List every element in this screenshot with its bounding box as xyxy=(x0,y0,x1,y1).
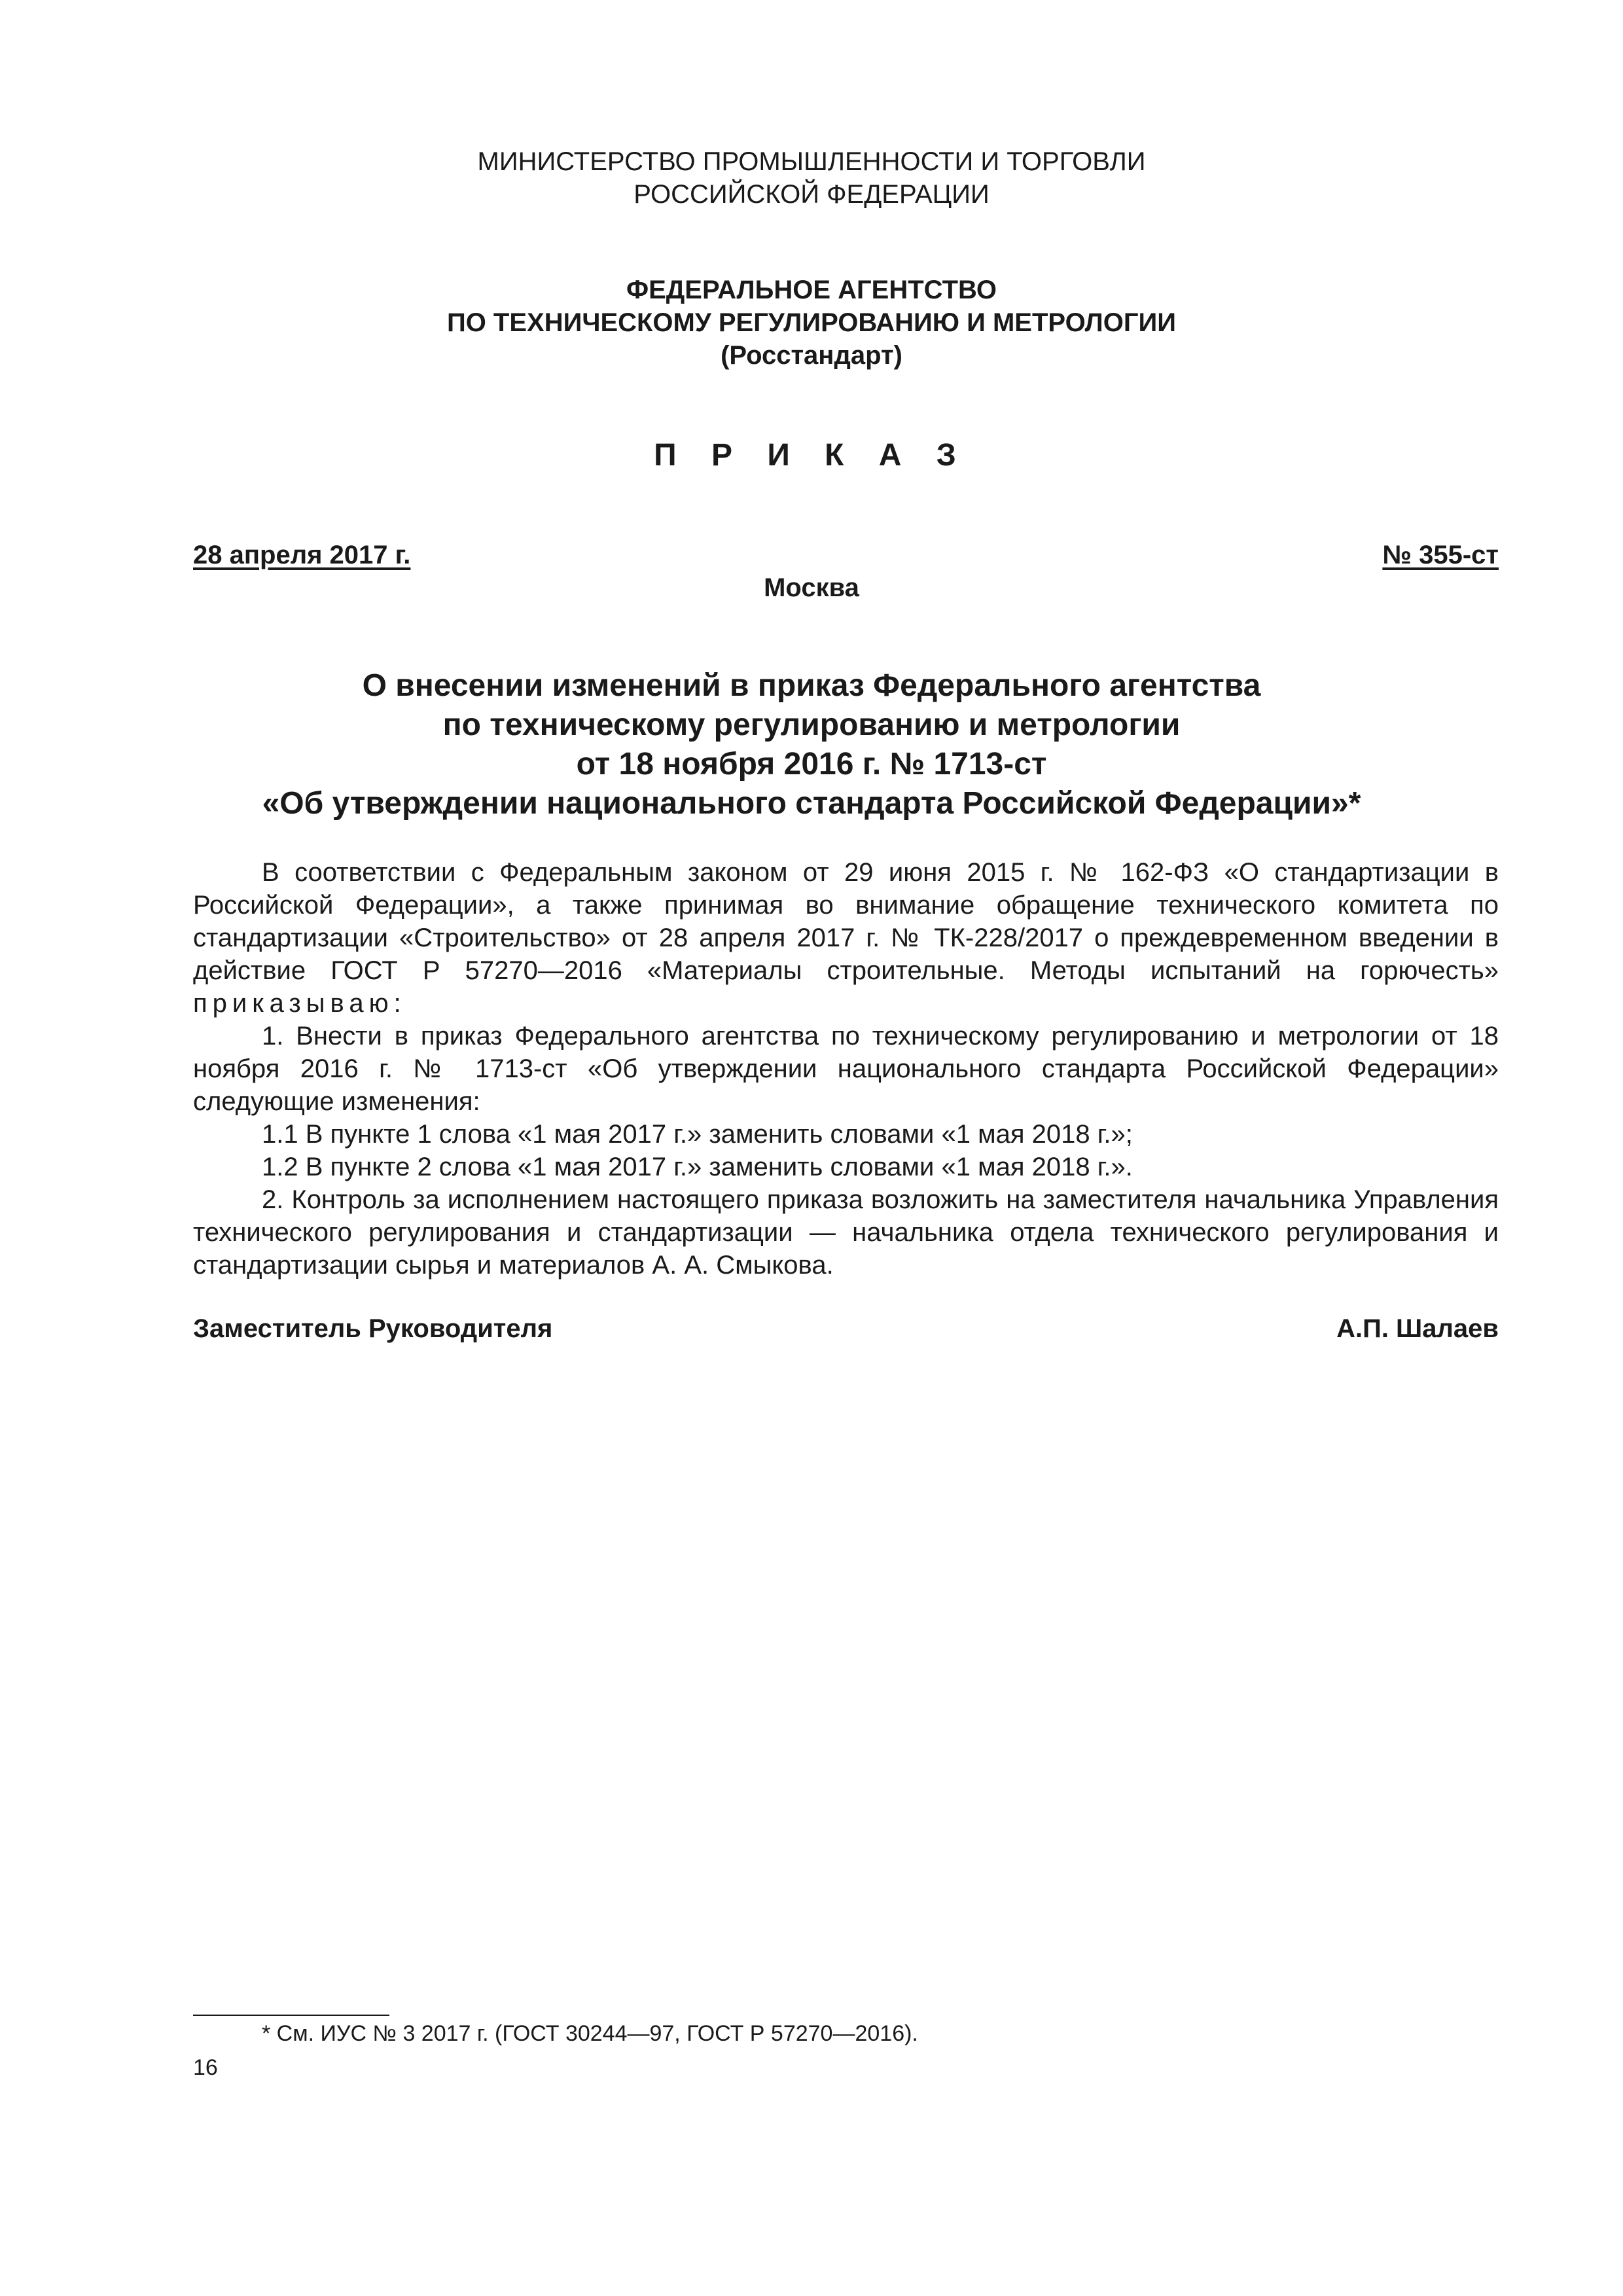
order-title xyxy=(0,666,1623,823)
footnote: * См. ИУС № 3 2017 г. (ГОСТ 30244—97, ГОСТ Р 57270—2016). xyxy=(262,2021,918,2046)
order-date: 28 апреля 2017 г. xyxy=(193,541,411,569)
preamble-paragraph xyxy=(193,856,1499,1020)
title-line-2: по техническому регулированию и метрологии xyxy=(442,708,1181,742)
order-word: приказываю: xyxy=(193,989,406,1018)
item-1-1: 1.1 В пункте 1 слова «1 мая 2017 г.» заменить словами «1 мая 2018 г.»; xyxy=(262,1120,1133,1149)
ministry-header xyxy=(0,145,1623,211)
item-2: 2. Контроль за исполнением настоящего приказа возложить на заместителя начальника Управления технического регулирования и стандартизации — начальника отдела технического регулирования и стандартизации сырья и материалов А. А. Смыкова. xyxy=(193,1185,1499,1280)
footnote-divider xyxy=(193,2015,389,2016)
ministry-line-1: МИНИСТЕРСТВО ПРОМЫШЛЕННОСТИ И ТОРГОВЛИ xyxy=(477,147,1146,176)
agency-line-3: (Росстандарт) xyxy=(721,341,902,370)
signatory-name: А.П. Шалаев xyxy=(1336,1314,1499,1343)
item-1-2: 1.2 В пункте 2 слова «1 мая 2017 г.» заменить словами «1 мая 2018 г.». xyxy=(262,1153,1133,1181)
signatory-position: Заместитель Руководителя xyxy=(193,1314,553,1343)
page-number: 16 xyxy=(193,2055,218,2080)
document-type: П Р И К А З xyxy=(654,438,969,473)
order-body xyxy=(193,856,1499,1282)
title-line-3: от 18 ноября 2016 г. № 1713-ст xyxy=(576,747,1047,781)
ministry-line-2: РОССИЙСКОЙ ФЕДЕРАЦИИ xyxy=(633,180,990,209)
agency-line-2: ПО ТЕХНИЧЕСКОМУ РЕГУЛИРОВАНИЮ И МЕТРОЛОГИИ xyxy=(446,308,1177,337)
title-line-1: О внесении изменений в приказ Федерального агентства xyxy=(362,668,1261,703)
title-line-4: «Об утверждении национального стандарта Российской Федерации»* xyxy=(262,786,1361,821)
agency-header xyxy=(0,274,1623,372)
preamble-text: В соответствии с Федеральным законом от 29 июня 2015 г. № 162-ФЗ «О стандартизации в Российской Федерации», а также принимая во внимание обращение технического комитета по стандартизации «Строительство» от 28 апреля 2017 г. № ТК-228/2017 о преждевременном введении в действие ГОСТ Р 57270—2016 «Материалы строительные. Методы испытаний на горючесть» xyxy=(193,858,1499,985)
item-1: 1. Внести в приказ Федерального агентства по техническому регулированию и метрологии от 18 ноября 2016 г. № 1713-ст «Об утверждении национального стандарта Российской Федерации» следующие изменения: xyxy=(193,1022,1499,1116)
agency-line-1: ФЕДЕРАЛЬНОЕ АГЕНТСТВО xyxy=(626,276,997,304)
order-number: № 355-ст xyxy=(1382,541,1499,569)
order-city: Москва xyxy=(764,573,859,602)
